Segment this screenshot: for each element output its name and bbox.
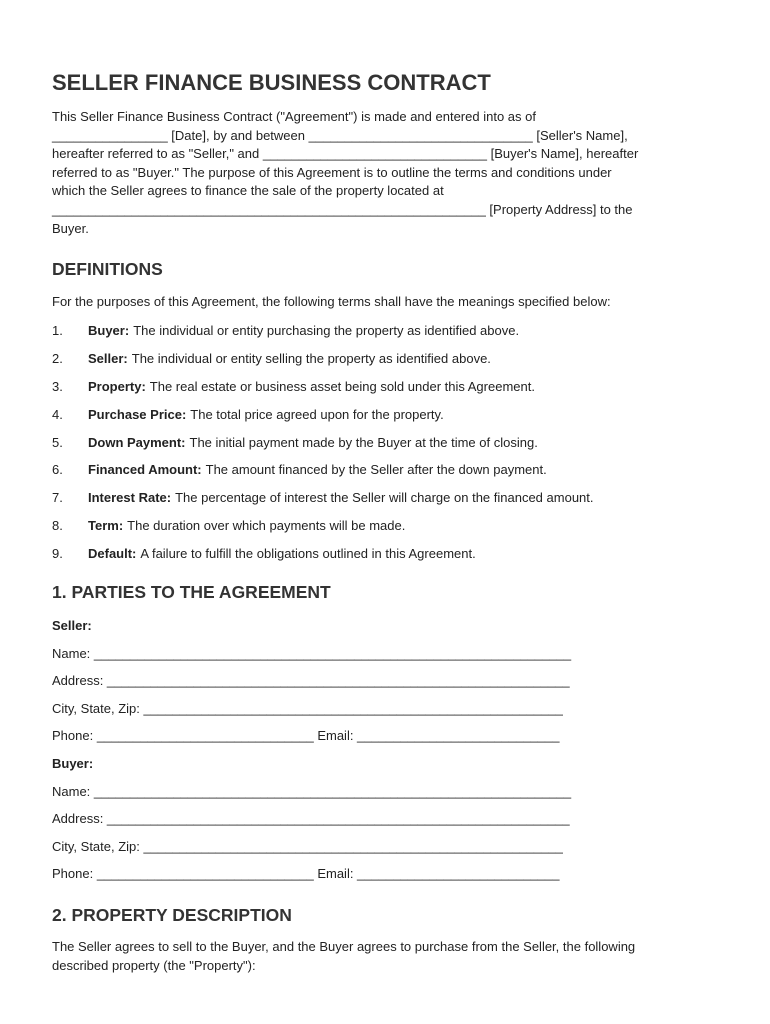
- definition-term: Property:: [88, 378, 146, 394]
- definition-item: [52, 489, 594, 517]
- definition-text: The amount financed by the Seller after the down payment.: [205, 462, 547, 478]
- definition-text: The duration over which payments will be made.: [127, 518, 406, 534]
- intro-line: referred to as "Buyer." The purpose of this Agreement is to outline the terms and conditions under: [52, 164, 612, 180]
- intro-line: This Seller Finance Business Contract ("Agreement") is made and entered into as of: [52, 109, 536, 124]
- definition-term: Interest Rate:: [88, 490, 172, 506]
- definition-item: [52, 378, 594, 406]
- intro-line: Buyer.: [52, 220, 89, 236]
- parties-heading: 1. PARTIES TO THE AGREEMENT: [52, 582, 331, 602]
- seller-phone-email-field[interactable]: Phone: ______________________________ Email: ____________________________: [52, 728, 560, 744]
- seller-label: Seller:: [52, 618, 92, 633]
- definition-number: 6.: [52, 462, 63, 478]
- definitions-list: [52, 322, 594, 573]
- definition-term: Down Payment:: [88, 434, 186, 450]
- definition-text: The percentage of interest the Seller will charge on the financed amount.: [175, 490, 594, 506]
- definition-term: Default:: [88, 546, 137, 562]
- definition-item: [52, 517, 594, 545]
- intro-paragraph: [52, 108, 724, 238]
- intro-line: hereafter referred to as "Seller," and _______________________________ [Buyer's Name], hereafter: [52, 146, 639, 162]
- parties-fields: [52, 617, 732, 893]
- definition-term: Term:: [88, 518, 124, 534]
- definition-item: [52, 434, 594, 462]
- document-title: SELLER FINANCE BUSINESS CONTRACT: [52, 70, 491, 95]
- definition-term: Financed Amount:: [88, 462, 202, 478]
- intro-line: ________________ [Date], by and between _______________________________ [Seller's Name],: [52, 127, 628, 143]
- definitions-heading: DEFINITIONS: [52, 259, 163, 279]
- definition-number: 7.: [52, 490, 63, 506]
- property-paragraph: [52, 938, 724, 975]
- definition-item: [52, 350, 594, 378]
- definition-number: 9.: [52, 546, 63, 562]
- definition-text: The individual or entity purchasing the property as identified above.: [133, 323, 520, 338]
- seller-city-field[interactable]: City, State, Zip: __________________________________________________________: [52, 700, 563, 716]
- definition-item: [52, 406, 594, 434]
- definition-item: [52, 461, 594, 489]
- definition-number: 5.: [52, 434, 63, 450]
- buyer-label: Buyer:: [52, 755, 94, 771]
- definition-text: The individual or entity selling the property as identified above.: [131, 350, 491, 366]
- definition-text: The initial payment made by the Buyer at the time of closing.: [189, 434, 538, 450]
- seller-name-field[interactable]: Name: __________________________________________________________________: [52, 645, 572, 661]
- definitions-intro: For the purposes of this Agreement, the following terms shall have the meanings specified below:: [52, 294, 611, 309]
- definition-number: 1.: [52, 323, 63, 338]
- buyer-name-field[interactable]: Name: __________________________________________________________________: [52, 783, 572, 799]
- definition-text: The real estate or business asset being sold under this Agreement.: [149, 378, 535, 394]
- buyer-address-field[interactable]: Address: ________________________________________________________________: [52, 811, 570, 827]
- intro-line: ____________________________________________________________ [Property Address] to the: [52, 201, 633, 217]
- buyer-phone-email-field[interactable]: Phone: ______________________________ Email: ____________________________: [52, 866, 560, 882]
- definition-term: Buyer:: [88, 323, 130, 338]
- definition-item: [52, 322, 594, 350]
- property-line: described property (the "Property"):: [52, 957, 256, 973]
- definition-number: 8.: [52, 518, 63, 534]
- seller-address-field[interactable]: Address: ________________________________________________________________: [52, 673, 570, 689]
- definition-term: Seller:: [88, 350, 128, 366]
- definition-number: 3.: [52, 378, 63, 394]
- buyer-city-field[interactable]: City, State, Zip: __________________________________________________________: [52, 838, 563, 854]
- definition-number: 2.: [52, 350, 63, 366]
- property-line: The Seller agrees to sell to the Buyer, and the Buyer agrees to purchase from the Seller, the following: [52, 939, 636, 954]
- definition-text: The total price agreed upon for the property.: [190, 406, 444, 422]
- definition-term: Purchase Price:: [88, 406, 187, 422]
- property-heading: 2. PROPERTY DESCRIPTION: [52, 905, 292, 925]
- intro-line: which the Seller agrees to finance the sale of the property located at: [52, 183, 444, 199]
- definition-text: A failure to fulfill the obligations outlined in this Agreement.: [140, 546, 476, 562]
- definition-item: [52, 545, 594, 573]
- definition-number: 4.: [52, 406, 63, 422]
